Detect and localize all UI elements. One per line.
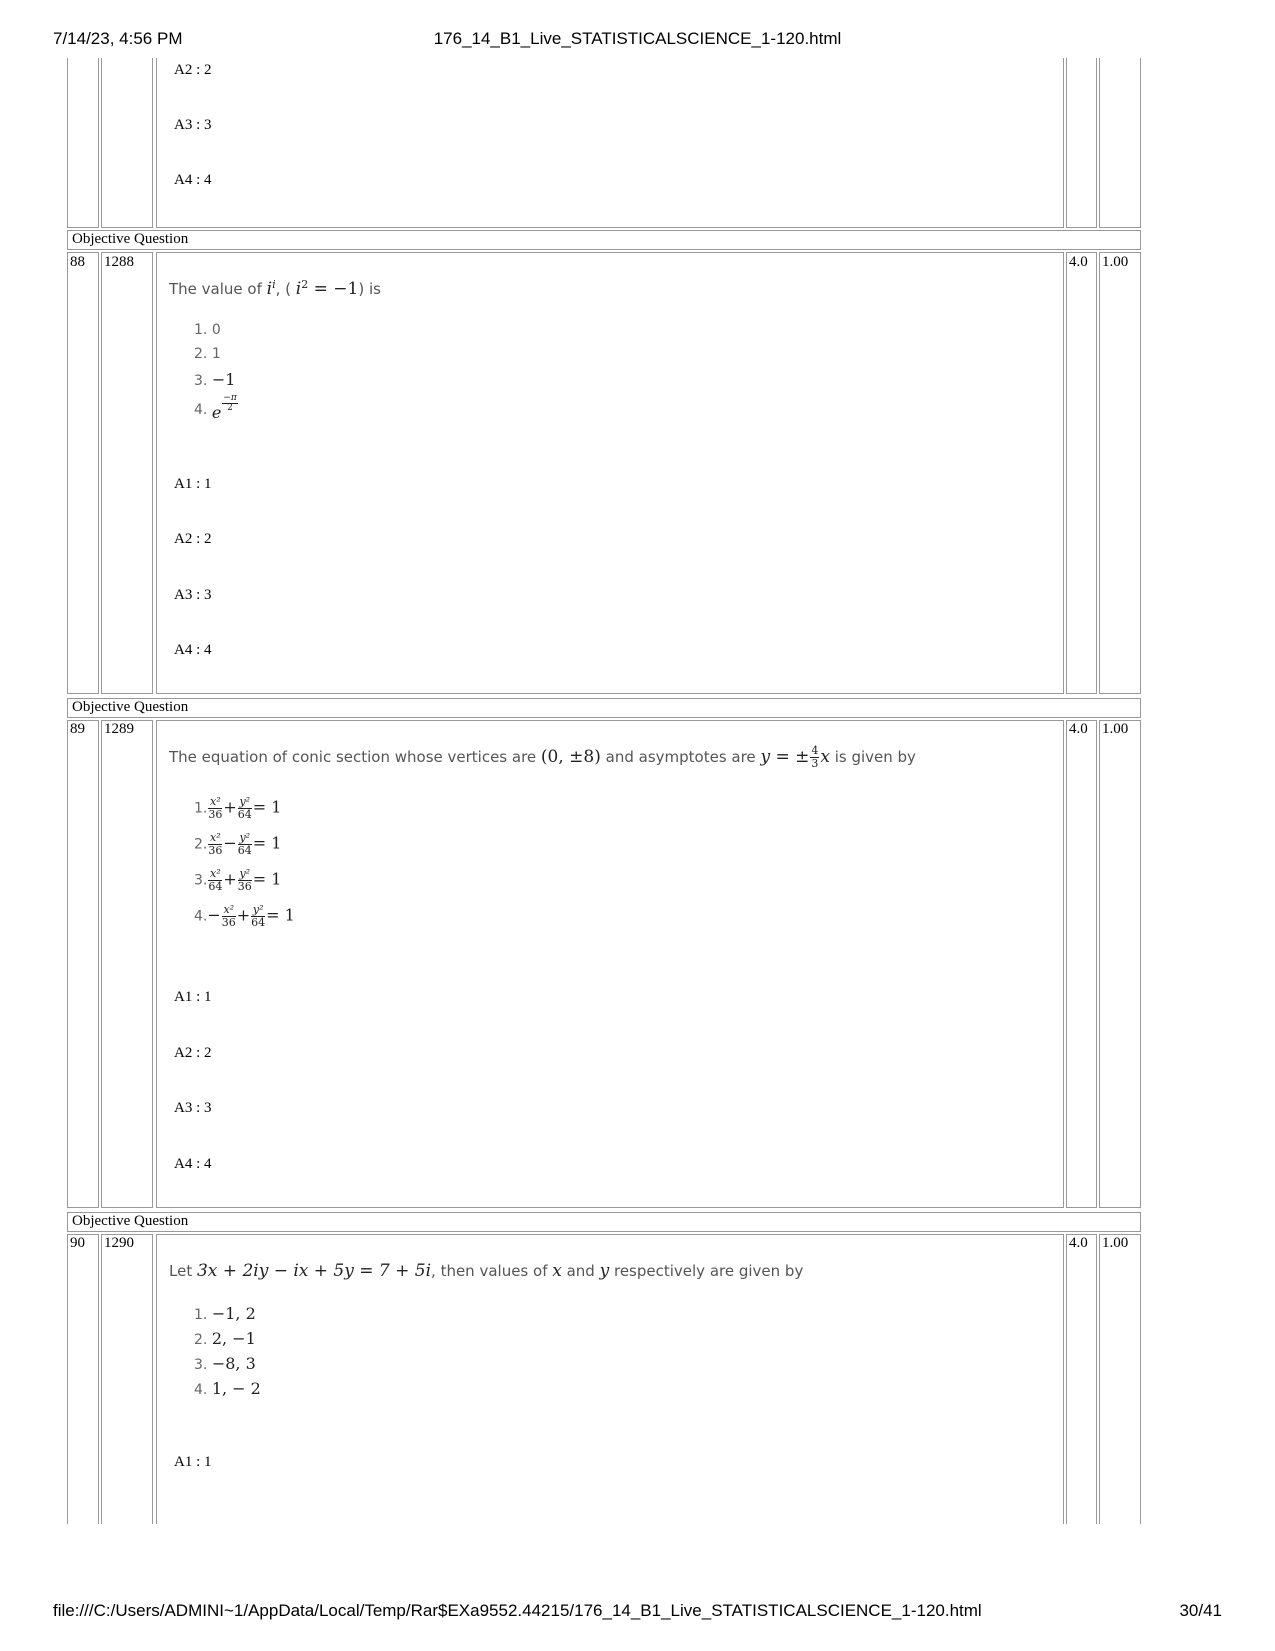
question-number: 88 (70, 254, 85, 270)
answer-1: A1 : 1 (174, 989, 212, 1005)
print-header (0, 29, 1275, 51)
file-path-link[interactable]: file:///C:/Users/ADMINI~1/AppData/Local/Temp/Rar$EXa9552.44215/176_14_B1_Live_STATISTICALSCIENCE_1-120.html (53, 1601, 982, 1620)
question-text: Let 3x + 2iy − ix + 5y = 7 + 5i, then values of x and y respectively are given by (169, 1261, 804, 1281)
question-content-cell (156, 252, 1064, 694)
prev-num-cell (67, 58, 99, 228)
question-num-cell (67, 720, 99, 1208)
question-marks: 4.0 (1069, 1235, 1088, 1251)
question-label-row (67, 230, 1141, 250)
question-marks: 4.0 (1069, 254, 1088, 270)
prev-answer-3: A3 : 3 (174, 117, 212, 133)
question-negative-marks: 1.00 (1102, 1235, 1129, 1251)
page-number: 30/41 (1179, 1601, 1222, 1620)
question-num-cell (67, 1234, 99, 1524)
prev-id-cell (101, 58, 153, 228)
answer-2: A2 : 2 (174, 1045, 212, 1061)
question-label: Objective Question (72, 699, 189, 715)
choice-3: 3. $\frac{\text{x²}}{64}$ + $\frac{\text{y²}}{36}$ = 1 (194, 867, 282, 893)
choice-1: 1. −1, 2 (194, 1304, 256, 1323)
choice-4: 4. e $\frac{-\pi}{2}$ (194, 393, 237, 422)
choice-3: 3. −1 (194, 370, 236, 389)
answer-4: A4 : 4 (174, 1156, 212, 1172)
question-id: 1290 (104, 1235, 134, 1251)
question-num-cell (67, 252, 99, 694)
prev-content-cell (156, 58, 1064, 228)
question-label-row (67, 698, 1141, 718)
question-negative-marks: 1.00 (1102, 254, 1129, 270)
question-label: Objective Question (72, 231, 189, 247)
question-text: The equation of conic section whose vertices are (0, ±8) and asymptotes are y = ± $\frac{4}{3}$ x is given by (169, 744, 916, 770)
question-negative-cell (1099, 1234, 1141, 1524)
question-negative-cell (1099, 720, 1141, 1208)
print-datetime: 7/14/23, 4:56 PM (53, 29, 183, 48)
choice-3: 3. −8, 3 (194, 1354, 256, 1373)
question-number: 89 (70, 721, 85, 737)
question-marks-cell (1066, 1234, 1097, 1524)
question-marks-cell (1066, 252, 1097, 694)
question-negative-cell (1099, 252, 1141, 694)
answer-2: A2 : 2 (174, 531, 212, 547)
answer-4: A4 : 4 (174, 642, 212, 658)
print-footer (0, 1601, 1275, 1623)
answer-1: A1 : 1 (174, 476, 212, 492)
choice-2: 2. $\frac{\text{x²}}{36}$ − $\frac{\text{y²}}{64}$ = 1 (194, 831, 282, 857)
answer-1: A1 : 1 (174, 1454, 212, 1470)
question-label: Objective Question (72, 1213, 189, 1229)
question-marks: 4.0 (1069, 721, 1088, 737)
answer-3: A3 : 3 (174, 1100, 212, 1116)
answer-3: A3 : 3 (174, 587, 212, 603)
question-id: 1288 (104, 254, 134, 270)
question-id-cell (101, 720, 153, 1208)
question-label-row (67, 1212, 1141, 1232)
choice-2: 2. 1 (194, 346, 221, 362)
question-id-cell (101, 252, 153, 694)
choice-1: 1. 0 (194, 322, 221, 338)
prev-answer-2: A2 : 2 (174, 62, 212, 78)
prev-marks-cell (1066, 58, 1097, 228)
question-number: 90 (70, 1235, 85, 1251)
choice-2: 2. 2, −1 (194, 1329, 256, 1348)
choice-4: 4.− $\frac{\text{x²}}{36}$ + $\frac{\text{y²}}{64}$ = 1 (194, 903, 295, 929)
question-id-cell (101, 1234, 153, 1524)
question-id: 1289 (104, 721, 134, 737)
print-title: 176_14_B1_Live_STATISTICALSCIENCE_1-120.html (433, 29, 842, 48)
prev-negative-cell (1099, 58, 1141, 228)
question-content-cell (156, 720, 1064, 1208)
question-text: The value of $i^i$, ( $i^2 = -1$) is (169, 278, 381, 299)
question-marks-cell (1066, 720, 1097, 1208)
choice-1: 1. $\frac{\text{x²}}{36}$ + $\frac{\text{y²}}{64}$ = 1 (194, 795, 282, 821)
question-negative-marks: 1.00 (1102, 721, 1129, 737)
prev-answer-4: A4 : 4 (174, 172, 212, 188)
choice-4: 4. 1, − 2 (194, 1379, 261, 1398)
